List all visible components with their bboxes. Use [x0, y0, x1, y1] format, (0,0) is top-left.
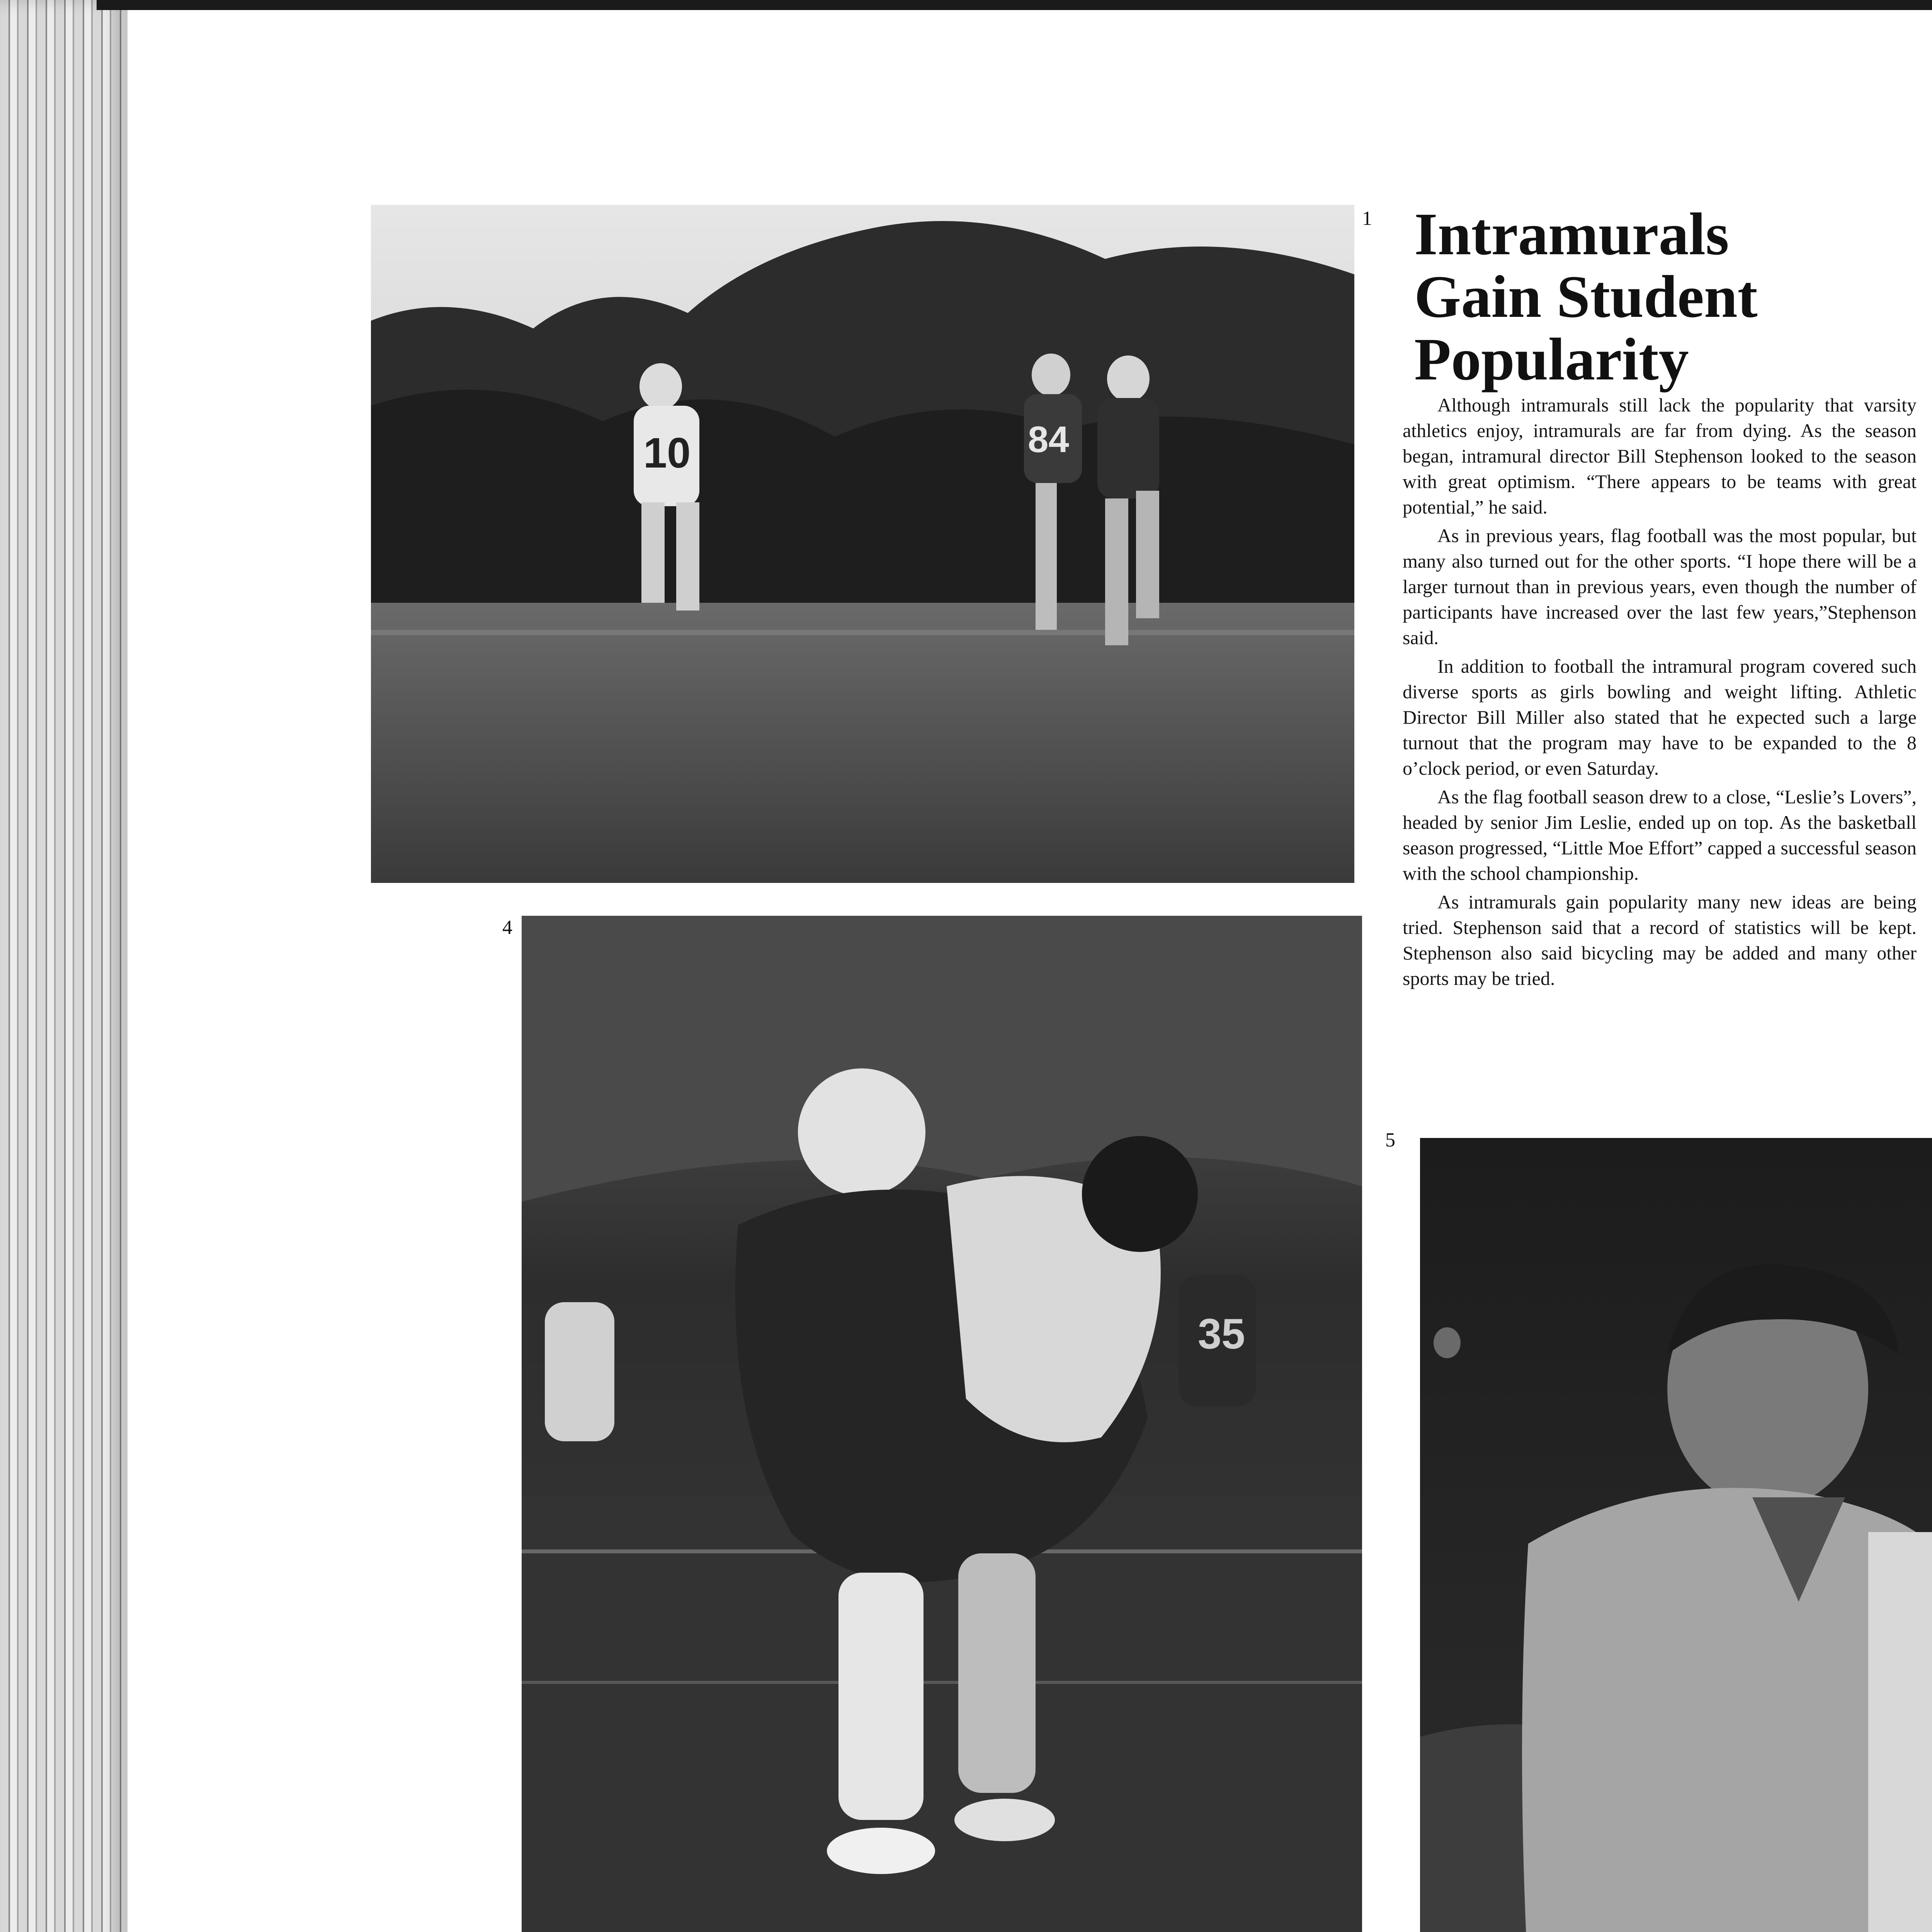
- article-body: [1403, 392, 1917, 994]
- photo-flag-football-image: [371, 205, 1354, 883]
- top-border: [97, 0, 1932, 10]
- article-headline: [1414, 203, 1932, 391]
- headline-line-1: Intramurals: [1414, 201, 1729, 267]
- svg-text:35: 35: [1198, 1310, 1245, 1358]
- article-paragraph: As in previous years, flag football was the most popular, but many also turned out for the other sports. “I hope there will be a larger turnout than in previous years, even though the number of participants have increased over the last few years,”Stephenson said.: [1403, 525, 1917, 648]
- svg-text:84: 84: [1028, 419, 1069, 460]
- photo-director-image: [1420, 1138, 1932, 1932]
- photo-number-5: 5: [1385, 1129, 1395, 1151]
- photo-number-1: 1: [1362, 207, 1372, 230]
- article-paragraph: Although intramurals still lack the popularity that varsity athletics enjoy, intramurals are far from dying. As the season began, intramural director Bill Stephenson looked to the season with great optimism. “There appears to be teams with great potential,” he said.: [1403, 394, 1917, 518]
- photo-flag-football: [371, 205, 1354, 883]
- article-paragraph: As intramurals gain popularity many new ideas are being tried. Stephenson said that a record of statistics will be kept. Stephenson also said bicycling may be added and many other sports may be tried.: [1403, 891, 1917, 989]
- photo-number-4: 4: [502, 917, 512, 939]
- photo-director: [1420, 1138, 1932, 1932]
- article-paragraph: In addition to football the intramural program covered such diverse sports as girls bowling and weight lifting. Athletic Director Bill Miller also stated that he expected such a large turnout that the program may have to be expanded to the 8 o’clock period, or even Saturday.: [1403, 655, 1917, 779]
- article-paragraph: As the flag football season drew to a close, “Leslie’s Lovers”, headed by senior Jim Leslie, ended up on top. As the basketball season progressed, “Little Moe Effort” capped a successful season with the school championship.: [1403, 786, 1917, 884]
- photo-tackle-image: [522, 916, 1362, 1932]
- photo-tackle: [522, 916, 1362, 1932]
- book-page-edges: [0, 0, 128, 1932]
- headline-line-3: Popularity: [1414, 326, 1689, 393]
- svg-text:10: 10: [643, 429, 691, 477]
- headline-line-2: Gain Student: [1414, 263, 1758, 330]
